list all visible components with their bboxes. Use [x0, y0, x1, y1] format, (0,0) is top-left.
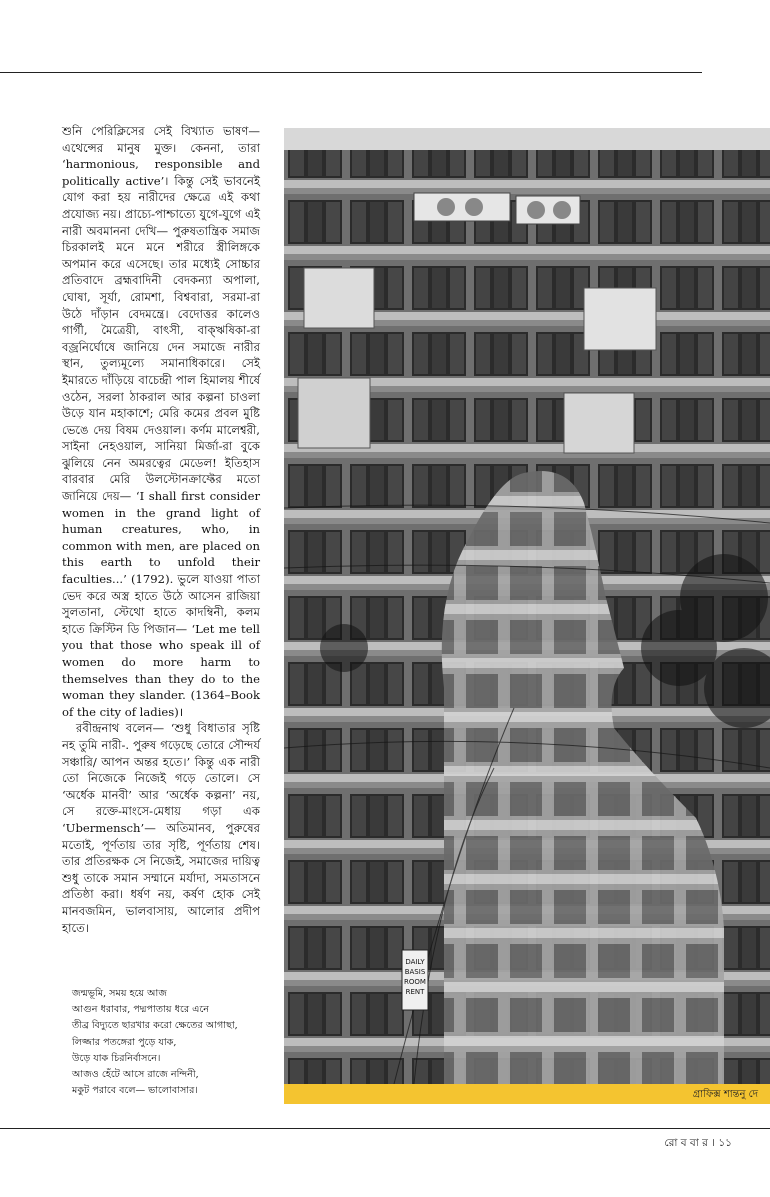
article-column	[62, 123, 260, 936]
sign-text: ROOM	[404, 978, 426, 986]
article-paragraph-2: রবীন্দ্রনাথ বলেন— ‘শুধু বিধাতার সৃষ্টি নহ তুমি নারী-. পুরুষ গড়েছে তোরে সৌন্দর্য সঞ্চারি/ আপন অন্তর হতে।’ কিন্তু এক নারী তো নিজেকে নিজেই গড়ে তোলে। সে ‘অর্ধেক মানবী’ আর ‘অর্ধেক কল্পনা’ নয়, সে রক্তে-মাংসে-মেধায় গড়া এক ‘Ubermensch’— অতিমানব, পুরুষের মতোই, পূর্ণতায় তার সৃষ্টি, পূর্ণতায় শেষ। তার প্রতিরক্ষক সে নিজেই, সমাজের দায়িত্ব শুধু তাকে সমান সম্মানে মর্যাদা, সমতাসনে প্রতিষ্ঠা করা। ধর্ষণ নয়, কর্ষণ হোক সেই মানবজমিন, ভালবাসায়, আলোর প্রদীপ হাতে।	[62, 721, 260, 935]
sign-text: RENT	[405, 988, 425, 996]
top-rule	[0, 72, 702, 73]
poem-line: আগুন ধরাবার, পদ্মপাতায় ধরে এনে	[72, 1004, 210, 1016]
page-folio: রো ব বা র । ১১	[664, 1137, 732, 1149]
poem	[72, 986, 287, 1099]
sign-text: DAILY	[405, 958, 425, 966]
photo-illustration	[284, 128, 770, 1084]
poem-line: লিজ্জার পতঙ্গেরা পুড়ে যাক,	[72, 1036, 177, 1048]
poem-line: উড়ে যাক চিরনির্বাসনে।	[72, 1052, 161, 1064]
poem-line: তীব্র বিদ্যুতে ছারখার করো ক্ষেতের আগাছা,	[72, 1020, 238, 1032]
graphics-credit: গ্রাফিক্স শান্তনু দে	[692, 1089, 758, 1100]
sign-text: BASIS	[404, 968, 426, 976]
poem-line: জন্মভূমি, সময় হয়ে আজ	[72, 988, 167, 999]
poem-line: আজও হেঁটে আসে রাজে নন্দিনী,	[72, 1069, 199, 1081]
credit-bar	[284, 1084, 770, 1104]
building-and-silhouette-image	[284, 128, 770, 1084]
bottom-rule	[0, 1128, 770, 1129]
poem-line: মকুট পরাবে বলে— ভালোবাসার।	[72, 1085, 198, 1097]
article-paragraph-1: শুনি পেরিক্লিসের সেই বিখ্যাত ভাষণ— এথেন্সের মানুষ মুক্ত। কেননা, তারা ‘harmonious, responsible and politically active’। কিন্তু সেই ভাবনেই যোগ করা হয় নারীদের ক্ষেত্রে এই কথা প্রযোজ্য নয়। প্রাচ্যে-পাশ্চাত্যে যুগে-যুগে এই নারী অবমাননা দেখি— পুরুষতান্ত্রিক সমাজ চিরকালই মনে মনে শরীরে স্ত্রীলিঙ্গকে অপমান করে এসেছে। তার মধ্যেই সোচ্চার প্রতিবাদে ব্রহ্মবাদিনী বেদকন্যা অপালা, ঘোষা, সূর্যা, রোমশা, বিশ্ববারা, সরমা-রা উঠে দাঁড়ান বেদমন্ত্রে। বেদোত্তর কালেও গার্গী, মৈত্রেয়ী, বাৎসী, বাক্‌ঋষিকা-রা বজ্রনির্ঘোষে জানিয়ে দেন সমাজে নারীর স্থান, তুল্যমূল্যে সমানাধিকারে। সেই ইমারতে দাঁড়িয়ে বাচেন্দ্রী পাল হিমালয় শীর্ষে ওঠেন, সরলা ঠাকরাল আর কল্পনা চাওলা উড়ে যান মহাকাশে; মেরি কমের প্রবল মুষ্টি ভেঙে দেয় বিষম দেওয়াল। কর্ণম মালেশ্বরী, সাইনা নেহওয়াল, সানিয়া মির্জা-রা বুকে ঝুলিয়ে নেন অমরত্বের মেডেল! ইতিহাস বারবার মেরি উলস্টোনক্রাফ্টের মতো জানিয়ে দেয়— ‘I shall first consider women in the grand light of human creatures, who, in common with men, are placed on this earth to unfold their faculties...’ (1792). ভুলে যাওয়া পাতা ভেদ করে অস্ত্র হাতে উঠে আসেন রাজিয়া সুলতানা, স্টেথো হাতে কাদম্বিনী, কলম হাতে ক্রিস্টিন ডি পিজান— ‘Let me tell you that those who speak ill of women do more harm to themselves than they do to the woman they slander. (1364–Book of the city of ladies)।	[62, 124, 260, 719]
